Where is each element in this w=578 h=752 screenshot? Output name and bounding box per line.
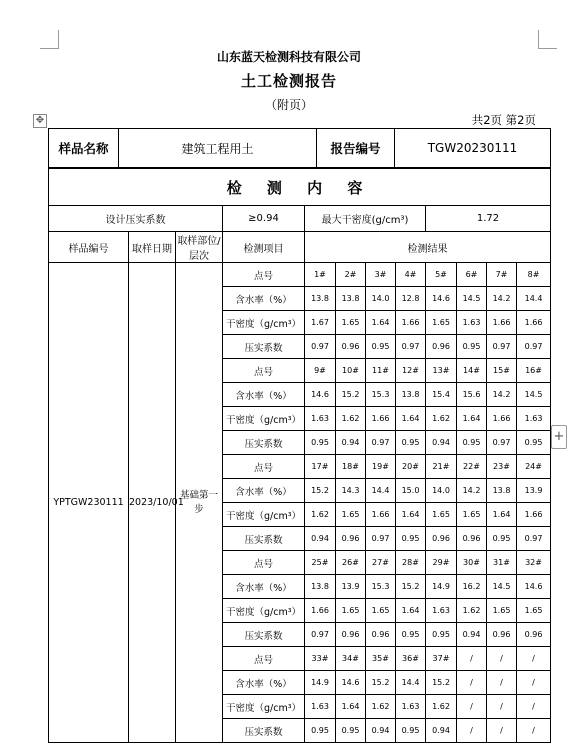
- compaction-cell: 0.95: [305, 719, 336, 743]
- report-subtitle: （附页）: [264, 98, 313, 112]
- moisture-cell: 13.8: [305, 575, 336, 599]
- dry-density-cell: 1.63: [396, 695, 426, 719]
- point-no-cell: 11#: [366, 359, 396, 383]
- dry-density-cell: 1.64: [336, 695, 366, 719]
- compaction-cell: 0.94: [457, 623, 487, 647]
- dry-density-cell: 1.63: [305, 407, 336, 431]
- moisture-cell: 14.6: [426, 287, 457, 311]
- moisture-cell: 13.8: [396, 383, 426, 407]
- moisture-cell: 16.2: [457, 575, 487, 599]
- dry-density-cell: 1.65: [366, 599, 396, 623]
- compaction-cell: 0.94: [426, 431, 457, 455]
- compaction-cell: 0.95: [457, 335, 487, 359]
- compaction-cell: 0.95: [305, 431, 336, 455]
- compaction-cell: 0.96: [457, 527, 487, 551]
- point-no-cell: 37#: [426, 647, 457, 671]
- compaction-cell: 0.96: [426, 335, 457, 359]
- report-no-value: TGW20230111: [395, 129, 551, 168]
- dry-density-cell: 1.63: [457, 311, 487, 335]
- design-compaction-value: ≥0.94: [223, 206, 305, 232]
- moisture-cell: 14.5: [457, 287, 487, 311]
- point-no-cell: 5#: [426, 263, 457, 287]
- point-no-cell: 26#: [336, 551, 366, 575]
- point-no-cell: 27#: [366, 551, 396, 575]
- compaction-cell: 0.95: [366, 335, 396, 359]
- dry-density-cell: 1.62: [336, 407, 366, 431]
- moisture-cell: /: [517, 671, 551, 695]
- moisture-cell: 14.3: [336, 479, 366, 503]
- point-no-cell: 31#: [487, 551, 517, 575]
- sample-name-label: 样品名称: [49, 129, 119, 168]
- dry-density-cell: 1.65: [426, 311, 457, 335]
- compaction-cell: 0.94: [426, 719, 457, 743]
- compaction-cell: 0.96: [336, 335, 366, 359]
- dry-density-cell: 1.65: [336, 311, 366, 335]
- dry-density-cell: 1.65: [517, 599, 551, 623]
- row-label-compaction: 压实系数: [223, 335, 305, 359]
- compaction-cell: 0.95: [517, 431, 551, 455]
- sample-info-table: [48, 128, 551, 168]
- dry-density-cell: 1.62: [426, 695, 457, 719]
- moisture-cell: 13.8: [305, 287, 336, 311]
- col-header-location: 取样部位/层次: [176, 232, 223, 263]
- point-no-cell: 9#: [305, 359, 336, 383]
- dry-density-cell: 1.66: [366, 503, 396, 527]
- point-no-cell: /: [457, 647, 487, 671]
- location-value: 基础第一步: [176, 263, 223, 743]
- compaction-cell: 0.96: [517, 623, 551, 647]
- row-label-point-no: 点号: [223, 359, 305, 383]
- dry-density-cell: 1.66: [366, 407, 396, 431]
- dry-density-cell: 1.62: [426, 407, 457, 431]
- col-header-sample-date: 取样日期: [129, 232, 176, 263]
- point-no-cell: 13#: [426, 359, 457, 383]
- point-no-cell: 16#: [517, 359, 551, 383]
- moisture-cell: 15.2: [366, 671, 396, 695]
- dry-density-cell: 1.65: [336, 599, 366, 623]
- dry-density-cell: 1.65: [457, 503, 487, 527]
- compaction-cell: 0.95: [336, 719, 366, 743]
- dry-density-cell: 1.65: [426, 503, 457, 527]
- dry-density-cell: 1.64: [457, 407, 487, 431]
- row-label-compaction: 压实系数: [223, 623, 305, 647]
- point-no-cell: 19#: [366, 455, 396, 479]
- dry-density-cell: 1.66: [396, 311, 426, 335]
- dry-density-cell: 1.66: [487, 407, 517, 431]
- dry-density-cell: 1.64: [396, 503, 426, 527]
- point-no-cell: 12#: [396, 359, 426, 383]
- moisture-cell: 14.4: [517, 287, 551, 311]
- moisture-cell: 14.2: [457, 479, 487, 503]
- compaction-cell: 0.94: [305, 527, 336, 551]
- compaction-cell: /: [487, 719, 517, 743]
- point-no-cell: 33#: [305, 647, 336, 671]
- compaction-cell: 0.96: [487, 623, 517, 647]
- dry-density-cell: 1.63: [305, 695, 336, 719]
- point-no-cell: 30#: [457, 551, 487, 575]
- compaction-cell: 0.97: [366, 431, 396, 455]
- compaction-cell: /: [517, 719, 551, 743]
- point-no-cell: 20#: [396, 455, 426, 479]
- point-no-cell: 23#: [487, 455, 517, 479]
- point-no-cell: 17#: [305, 455, 336, 479]
- compaction-cell: 0.97: [517, 335, 551, 359]
- point-no-cell: 36#: [396, 647, 426, 671]
- test-results-table: [48, 168, 551, 743]
- crop-mark-top-right: [538, 30, 557, 49]
- moisture-cell: 14.0: [426, 479, 457, 503]
- moisture-cell: 14.0: [366, 287, 396, 311]
- compaction-cell: 0.95: [457, 431, 487, 455]
- compaction-cell: 0.95: [396, 719, 426, 743]
- dry-density-cell: /: [517, 695, 551, 719]
- compaction-cell: 0.96: [336, 623, 366, 647]
- moisture-cell: 12.8: [396, 287, 426, 311]
- row-label-point-no: 点号: [223, 455, 305, 479]
- dry-density-cell: 1.63: [426, 599, 457, 623]
- row-label-dry-density: 干密度（g/cm³）: [223, 695, 305, 719]
- moisture-cell: 15.2: [396, 575, 426, 599]
- max-density-label: 最大干密度(g/cm³): [305, 206, 426, 232]
- moisture-cell: 14.4: [396, 671, 426, 695]
- row-label-dry-density: 干密度（g/cm³）: [223, 407, 305, 431]
- point-no-cell: 32#: [517, 551, 551, 575]
- moisture-cell: /: [457, 671, 487, 695]
- col-header-result: 检测结果: [305, 232, 551, 263]
- moisture-cell: 14.6: [305, 383, 336, 407]
- sample-date-value: 2023/10/01: [129, 263, 176, 743]
- moisture-cell: 14.9: [305, 671, 336, 695]
- moisture-cell: 14.6: [517, 575, 551, 599]
- point-no-cell: 15#: [487, 359, 517, 383]
- point-no-cell: 4#: [396, 263, 426, 287]
- moisture-cell: 15.0: [396, 479, 426, 503]
- point-no-cell: 29#: [426, 551, 457, 575]
- row-label-point-no: 点号: [223, 647, 305, 671]
- compaction-cell: 0.97: [305, 335, 336, 359]
- design-compaction-label: 设计压实系数: [49, 206, 223, 232]
- table-row: [49, 263, 551, 287]
- row-label-compaction: 压实系数: [223, 719, 305, 743]
- point-no-cell: 3#: [366, 263, 396, 287]
- report-title: 土工检测报告: [240, 72, 337, 90]
- moisture-cell: 15.4: [426, 383, 457, 407]
- page-info: 共2页 第2页: [471, 113, 536, 127]
- moisture-cell: 13.8: [336, 287, 366, 311]
- dry-density-cell: 1.63: [517, 407, 551, 431]
- row-label-dry-density: 干密度（g/cm³）: [223, 599, 305, 623]
- point-no-cell: /: [487, 647, 517, 671]
- point-no-cell: 35#: [366, 647, 396, 671]
- point-no-cell: 2#: [336, 263, 366, 287]
- content-title: 检 测 内 容: [49, 169, 551, 206]
- company-name: 山东蓝天检测科技有限公司: [216, 50, 361, 64]
- row-label-moisture: 含水率（%）: [223, 479, 305, 503]
- compaction-cell: 0.95: [487, 527, 517, 551]
- moisture-cell: 15.2: [305, 479, 336, 503]
- moisture-cell: 14.5: [517, 383, 551, 407]
- point-no-cell: 28#: [396, 551, 426, 575]
- point-no-cell: 10#: [336, 359, 366, 383]
- moisture-cell: 14.5: [487, 575, 517, 599]
- point-no-cell: 6#: [457, 263, 487, 287]
- compaction-cell: 0.95: [426, 623, 457, 647]
- row-label-moisture: 含水率（%）: [223, 383, 305, 407]
- compaction-cell: /: [457, 719, 487, 743]
- dry-density-cell: 1.65: [336, 503, 366, 527]
- moisture-cell: 14.9: [426, 575, 457, 599]
- row-label-moisture: 含水率（%）: [223, 287, 305, 311]
- dry-density-cell: 1.64: [396, 407, 426, 431]
- point-no-cell: 24#: [517, 455, 551, 479]
- crop-mark-top-left: [40, 30, 59, 49]
- point-no-cell: /: [517, 647, 551, 671]
- point-no-cell: 18#: [336, 455, 366, 479]
- dry-density-cell: 1.66: [487, 311, 517, 335]
- sample-name-value: 建筑工程用土: [119, 129, 317, 168]
- compaction-cell: 0.95: [396, 527, 426, 551]
- row-label-moisture: 含水率（%）: [223, 671, 305, 695]
- moisture-cell: 13.9: [336, 575, 366, 599]
- compaction-cell: 0.96: [336, 527, 366, 551]
- moisture-cell: 14.2: [487, 383, 517, 407]
- row-label-moisture: 含水率（%）: [223, 575, 305, 599]
- report-no-label: 报告编号: [317, 129, 395, 168]
- sample-no-value: YPTGW230111: [49, 263, 129, 743]
- moisture-cell: 15.6: [457, 383, 487, 407]
- dry-density-cell: 1.67: [305, 311, 336, 335]
- moisture-cell: 13.8: [487, 479, 517, 503]
- dry-density-cell: 1.66: [517, 311, 551, 335]
- col-header-item: 检测项目: [223, 232, 305, 263]
- moisture-cell: 13.9: [517, 479, 551, 503]
- dry-density-cell: 1.66: [305, 599, 336, 623]
- col-header-sample-no: 样品编号: [49, 232, 129, 263]
- moisture-cell: 14.2: [487, 287, 517, 311]
- row-label-dry-density: 干密度（g/cm³）: [223, 311, 305, 335]
- dry-density-cell: 1.64: [487, 503, 517, 527]
- row-label-dry-density: 干密度（g/cm³）: [223, 503, 305, 527]
- dry-density-cell: /: [487, 695, 517, 719]
- compaction-cell: 0.95: [396, 431, 426, 455]
- moisture-cell: 14.6: [336, 671, 366, 695]
- point-no-cell: 14#: [457, 359, 487, 383]
- compaction-cell: 0.96: [426, 527, 457, 551]
- dry-density-cell: 1.64: [366, 311, 396, 335]
- dry-density-cell: 1.62: [366, 695, 396, 719]
- compaction-cell: 0.97: [366, 527, 396, 551]
- point-no-cell: 8#: [517, 263, 551, 287]
- point-no-cell: 25#: [305, 551, 336, 575]
- compaction-cell: 0.94: [336, 431, 366, 455]
- moisture-cell: 15.2: [336, 383, 366, 407]
- point-no-cell: 22#: [457, 455, 487, 479]
- compaction-cell: 0.94: [366, 719, 396, 743]
- point-no-cell: 34#: [336, 647, 366, 671]
- compaction-cell: 0.97: [487, 431, 517, 455]
- compaction-cell: 0.97: [396, 335, 426, 359]
- dry-density-cell: 1.62: [305, 503, 336, 527]
- compaction-cell: 0.97: [487, 335, 517, 359]
- compaction-cell: 0.97: [517, 527, 551, 551]
- moisture-cell: 15.2: [426, 671, 457, 695]
- dry-density-cell: 1.65: [487, 599, 517, 623]
- compaction-cell: 0.96: [366, 623, 396, 647]
- row-label-compaction: 压实系数: [223, 431, 305, 455]
- row-label-point-no: 点号: [223, 263, 305, 287]
- compaction-cell: 0.95: [396, 623, 426, 647]
- point-no-cell: 7#: [487, 263, 517, 287]
- dry-density-cell: /: [457, 695, 487, 719]
- dry-density-cell: 1.66: [517, 503, 551, 527]
- expand-plus-icon[interactable]: +: [551, 425, 567, 449]
- moisture-cell: /: [487, 671, 517, 695]
- point-no-cell: 1#: [305, 263, 336, 287]
- max-density-value: 1.72: [426, 206, 551, 232]
- table-move-handle-icon[interactable]: ✥: [33, 114, 47, 128]
- row-label-compaction: 压实系数: [223, 527, 305, 551]
- point-no-cell: 21#: [426, 455, 457, 479]
- moisture-cell: 15.3: [366, 575, 396, 599]
- compaction-cell: 0.97: [305, 623, 336, 647]
- moisture-cell: 15.3: [366, 383, 396, 407]
- dry-density-cell: 1.62: [457, 599, 487, 623]
- dry-density-cell: 1.64: [396, 599, 426, 623]
- row-label-point-no: 点号: [223, 551, 305, 575]
- moisture-cell: 14.4: [366, 479, 396, 503]
